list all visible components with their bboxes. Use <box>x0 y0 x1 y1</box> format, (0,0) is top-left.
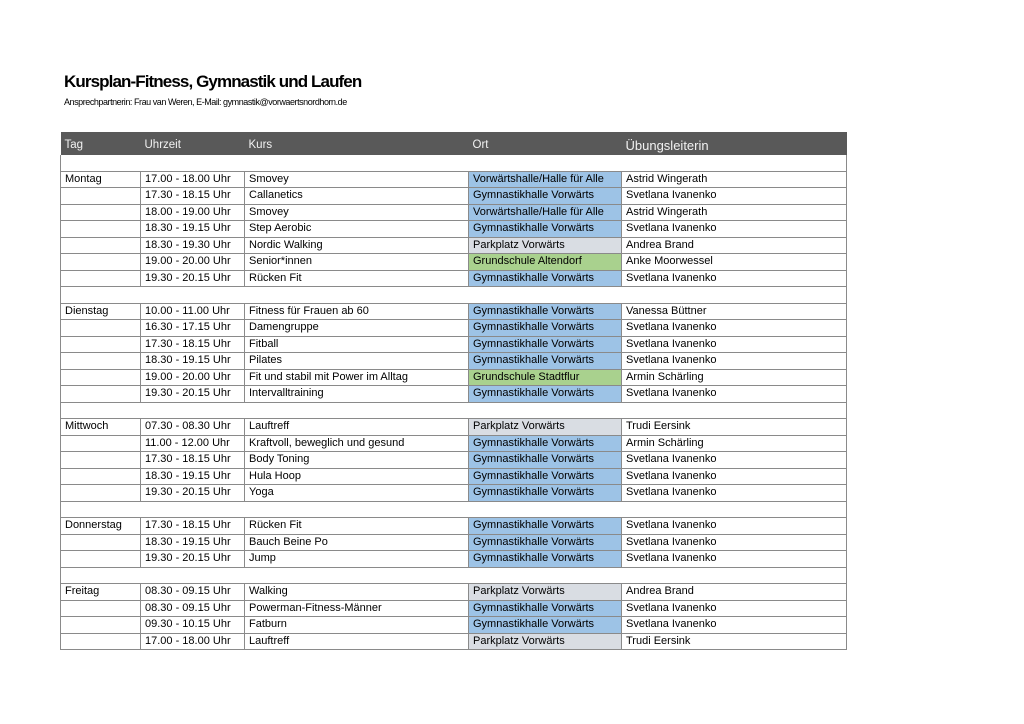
spacer-cell <box>141 287 245 304</box>
place-cell: Parkplatz Vorwärts <box>469 237 622 254</box>
table-row <box>61 188 847 205</box>
spacer-cell <box>622 155 847 171</box>
day-cell <box>61 237 141 254</box>
spacer-cell <box>622 402 847 419</box>
time-cell: 18.30 - 19.15 Uhr <box>141 534 245 551</box>
day-cell <box>61 617 141 634</box>
course-schedule-table <box>60 132 847 650</box>
spacer-cell <box>245 501 469 518</box>
leader-cell: Svetlana Ivanenko <box>622 270 847 287</box>
leader-cell: Svetlana Ivanenko <box>622 221 847 238</box>
table-row <box>61 369 847 386</box>
table-header <box>61 132 847 155</box>
place-cell: Gymnastikhalle Vorwärts <box>469 617 622 634</box>
spacer-cell <box>61 287 141 304</box>
day-cell <box>61 534 141 551</box>
header-leader: Übungsleiterin <box>625 137 709 153</box>
time-cell: 08.30 - 09.15 Uhr <box>141 600 245 617</box>
day-cell <box>61 600 141 617</box>
course-cell: Callanetics <box>245 188 469 205</box>
course-cell: Rücken Fit <box>245 270 469 287</box>
leader-cell: Svetlana Ivanenko <box>622 353 847 370</box>
course-cell: Fatburn <box>245 617 469 634</box>
spacer-cell <box>622 567 847 584</box>
leader-cell: Trudi Eersink <box>622 633 847 650</box>
leader-cell: Anke Moorwessel <box>622 254 847 271</box>
header-row <box>61 132 847 155</box>
place-cell: Gymnastikhalle Vorwärts <box>469 353 622 370</box>
place-cell: Gymnastikhalle Vorwärts <box>469 468 622 485</box>
spacer-row <box>61 402 847 419</box>
leader-cell: Trudi Eersink <box>622 419 847 436</box>
table-row <box>61 633 847 650</box>
table-row <box>61 435 847 452</box>
day-cell <box>61 485 141 502</box>
table-row <box>61 270 847 287</box>
course-cell: Fitness für Frauen ab 60 <box>245 303 469 320</box>
time-cell: 17.30 - 18.15 Uhr <box>141 188 245 205</box>
spacer-cell <box>245 402 469 419</box>
course-cell: Walking <box>245 584 469 601</box>
table-row <box>61 204 847 221</box>
day-cell <box>61 320 141 337</box>
course-cell: Yoga <box>245 485 469 502</box>
table-row <box>61 303 847 320</box>
table-row <box>61 237 847 254</box>
leader-cell: Svetlana Ivanenko <box>622 468 847 485</box>
place-cell: Gymnastikhalle Vorwärts <box>469 452 622 469</box>
place-cell: Gymnastikhalle Vorwärts <box>469 551 622 568</box>
course-schedule-sheet <box>60 132 846 650</box>
spacer-cell <box>61 402 141 419</box>
contact-line: Ansprechpartnerin: Frau van Weren, E-Mail: gymnastik@vorwaertsnordhorn.de <box>64 97 347 107</box>
spacer-cell <box>469 155 622 171</box>
place-cell: Grundschule Stadtflur <box>469 369 622 386</box>
table-row <box>61 171 847 188</box>
place-cell: Gymnastikhalle Vorwärts <box>469 336 622 353</box>
spacer-cell <box>141 567 245 584</box>
leader-cell: Svetlana Ivanenko <box>622 386 847 403</box>
time-cell: 18.30 - 19.15 Uhr <box>141 353 245 370</box>
day-cell <box>61 204 141 221</box>
course-cell: Kraftvoll, beweglich und gesund <box>245 435 469 452</box>
header-time: Uhrzeit <box>144 139 181 151</box>
day-cell <box>61 270 141 287</box>
time-cell: 09.30 - 10.15 Uhr <box>141 617 245 634</box>
course-cell: Rücken Fit <box>245 518 469 535</box>
time-cell: 17.00 - 18.00 Uhr <box>141 633 245 650</box>
course-cell: Smovey <box>245 171 469 188</box>
table-row <box>61 452 847 469</box>
table-row <box>61 600 847 617</box>
time-cell: 17.30 - 18.15 Uhr <box>141 452 245 469</box>
day-cell <box>61 221 141 238</box>
time-cell: 19.30 - 20.15 Uhr <box>141 551 245 568</box>
course-cell: Smovey <box>245 204 469 221</box>
day-cell: Mittwoch <box>61 419 141 436</box>
day-cell <box>61 468 141 485</box>
header-place: Ort <box>472 139 489 151</box>
leader-cell: Svetlana Ivanenko <box>622 452 847 469</box>
place-cell: Parkplatz Vorwärts <box>469 419 622 436</box>
table-row <box>61 584 847 601</box>
leader-cell: Astrid Wingerath <box>622 171 847 188</box>
time-cell: 19.30 - 20.15 Uhr <box>141 386 245 403</box>
spacer-cell <box>61 155 141 171</box>
place-cell: Gymnastikhalle Vorwärts <box>469 518 622 535</box>
spacer-cell <box>245 287 469 304</box>
table-row <box>61 518 847 535</box>
course-cell: Lauftreff <box>245 633 469 650</box>
day-cell <box>61 254 141 271</box>
spacer-cell <box>469 287 622 304</box>
leader-cell: Svetlana Ivanenko <box>622 320 847 337</box>
day-cell: Donnerstag <box>61 518 141 535</box>
table-row <box>61 468 847 485</box>
spacer-cell <box>61 501 141 518</box>
table-body <box>61 155 847 650</box>
leader-cell: Armin Schärling <box>622 369 847 386</box>
table-row <box>61 534 847 551</box>
table-row <box>61 221 847 238</box>
time-cell: 17.30 - 18.15 Uhr <box>141 336 245 353</box>
day-cell <box>61 633 141 650</box>
place-cell: Gymnastikhalle Vorwärts <box>469 320 622 337</box>
leader-cell: Astrid Wingerath <box>622 204 847 221</box>
course-cell: Damengruppe <box>245 320 469 337</box>
spacer-cell <box>61 567 141 584</box>
spacer-cell <box>622 287 847 304</box>
day-cell <box>61 452 141 469</box>
place-cell: Gymnastikhalle Vorwärts <box>469 270 622 287</box>
day-cell: Freitag <box>61 584 141 601</box>
spacer-cell <box>469 501 622 518</box>
time-cell: 17.30 - 18.15 Uhr <box>141 518 245 535</box>
course-cell: Step Aerobic <box>245 221 469 238</box>
time-cell: 19.30 - 20.15 Uhr <box>141 270 245 287</box>
header-course: Kurs <box>248 139 273 151</box>
leader-cell: Svetlana Ivanenko <box>622 518 847 535</box>
table-row <box>61 617 847 634</box>
place-cell: Parkplatz Vorwärts <box>469 633 622 650</box>
time-cell: 11.00 - 12.00 Uhr <box>141 435 245 452</box>
leader-cell: Svetlana Ivanenko <box>622 600 847 617</box>
spacer-cell <box>141 155 245 171</box>
day-cell <box>61 435 141 452</box>
day-cell <box>61 551 141 568</box>
table-row <box>61 254 847 271</box>
table-row <box>61 551 847 568</box>
table-row <box>61 485 847 502</box>
course-cell: Hula Hoop <box>245 468 469 485</box>
time-cell: 08.30 - 09.15 Uhr <box>141 584 245 601</box>
course-cell: Jump <box>245 551 469 568</box>
spacer-cell <box>245 155 469 171</box>
place-cell: Gymnastikhalle Vorwärts <box>469 435 622 452</box>
place-cell: Gymnastikhalle Vorwärts <box>469 221 622 238</box>
leader-cell: Vanessa Büttner <box>622 303 847 320</box>
day-cell <box>61 369 141 386</box>
spacer-row <box>61 567 847 584</box>
place-cell: Vorwärtshalle/Halle für Alle <box>469 204 622 221</box>
spacer-row <box>61 287 847 304</box>
course-cell: Bauch Beine Po <box>245 534 469 551</box>
time-cell: 07.30 - 08.30 Uhr <box>141 419 245 436</box>
spacer-row <box>61 155 847 171</box>
day-cell: Dienstag <box>61 303 141 320</box>
day-cell <box>61 188 141 205</box>
document-title: Kursplan-Fitness, Gymnastik und Laufen <box>64 72 362 91</box>
table-row <box>61 320 847 337</box>
time-cell: 18.00 - 19.00 Uhr <box>141 204 245 221</box>
day-cell <box>61 386 141 403</box>
leader-cell: Svetlana Ivanenko <box>622 485 847 502</box>
leader-cell: Svetlana Ivanenko <box>622 534 847 551</box>
day-cell <box>61 353 141 370</box>
place-cell: Gymnastikhalle Vorwärts <box>469 534 622 551</box>
course-cell: Intervalltraining <box>245 386 469 403</box>
place-cell: Gymnastikhalle Vorwärts <box>469 188 622 205</box>
time-cell: 10.00 - 11.00 Uhr <box>141 303 245 320</box>
table-row <box>61 336 847 353</box>
day-cell <box>61 336 141 353</box>
day-cell: Montag <box>61 171 141 188</box>
spacer-cell <box>245 567 469 584</box>
leader-cell: Armin Schärling <box>622 435 847 452</box>
place-cell: Vorwärtshalle/Halle für Alle <box>469 171 622 188</box>
course-cell: Nordic Walking <box>245 237 469 254</box>
course-cell: Senior*innen <box>245 254 469 271</box>
course-cell: Fit und stabil mit Power im Alltag <box>245 369 469 386</box>
course-cell: Fitball <box>245 336 469 353</box>
header-day: Tag <box>64 139 84 151</box>
course-cell: Body Toning <box>245 452 469 469</box>
leader-cell: Svetlana Ivanenko <box>622 336 847 353</box>
table-row <box>61 353 847 370</box>
spacer-row <box>61 501 847 518</box>
spacer-cell <box>141 402 245 419</box>
time-cell: 18.30 - 19.15 Uhr <box>141 221 245 238</box>
time-cell: 19.00 - 20.00 Uhr <box>141 254 245 271</box>
course-cell: Powerman-Fitness-Männer <box>245 600 469 617</box>
leader-cell: Andrea Brand <box>622 584 847 601</box>
place-cell: Parkplatz Vorwärts <box>469 584 622 601</box>
time-cell: 19.00 - 20.00 Uhr <box>141 369 245 386</box>
spacer-cell <box>469 567 622 584</box>
course-cell: Pilates <box>245 353 469 370</box>
time-cell: 17.00 - 18.00 Uhr <box>141 171 245 188</box>
leader-cell: Svetlana Ivanenko <box>622 551 847 568</box>
place-cell: Gymnastikhalle Vorwärts <box>469 386 622 403</box>
place-cell: Grundschule Altendorf <box>469 254 622 271</box>
leader-cell: Svetlana Ivanenko <box>622 188 847 205</box>
leader-cell: Svetlana Ivanenko <box>622 617 847 634</box>
spacer-cell <box>141 501 245 518</box>
place-cell: Gymnastikhalle Vorwärts <box>469 600 622 617</box>
table-row <box>61 386 847 403</box>
leader-cell: Andrea Brand <box>622 237 847 254</box>
place-cell: Gymnastikhalle Vorwärts <box>469 303 622 320</box>
place-cell: Gymnastikhalle Vorwärts <box>469 485 622 502</box>
spacer-cell <box>622 501 847 518</box>
time-cell: 18.30 - 19.15 Uhr <box>141 468 245 485</box>
time-cell: 19.30 - 20.15 Uhr <box>141 485 245 502</box>
time-cell: 16.30 - 17.15 Uhr <box>141 320 245 337</box>
spacer-cell <box>469 402 622 419</box>
time-cell: 18.30 - 19.30 Uhr <box>141 237 245 254</box>
table-row <box>61 419 847 436</box>
course-cell: Lauftreff <box>245 419 469 436</box>
